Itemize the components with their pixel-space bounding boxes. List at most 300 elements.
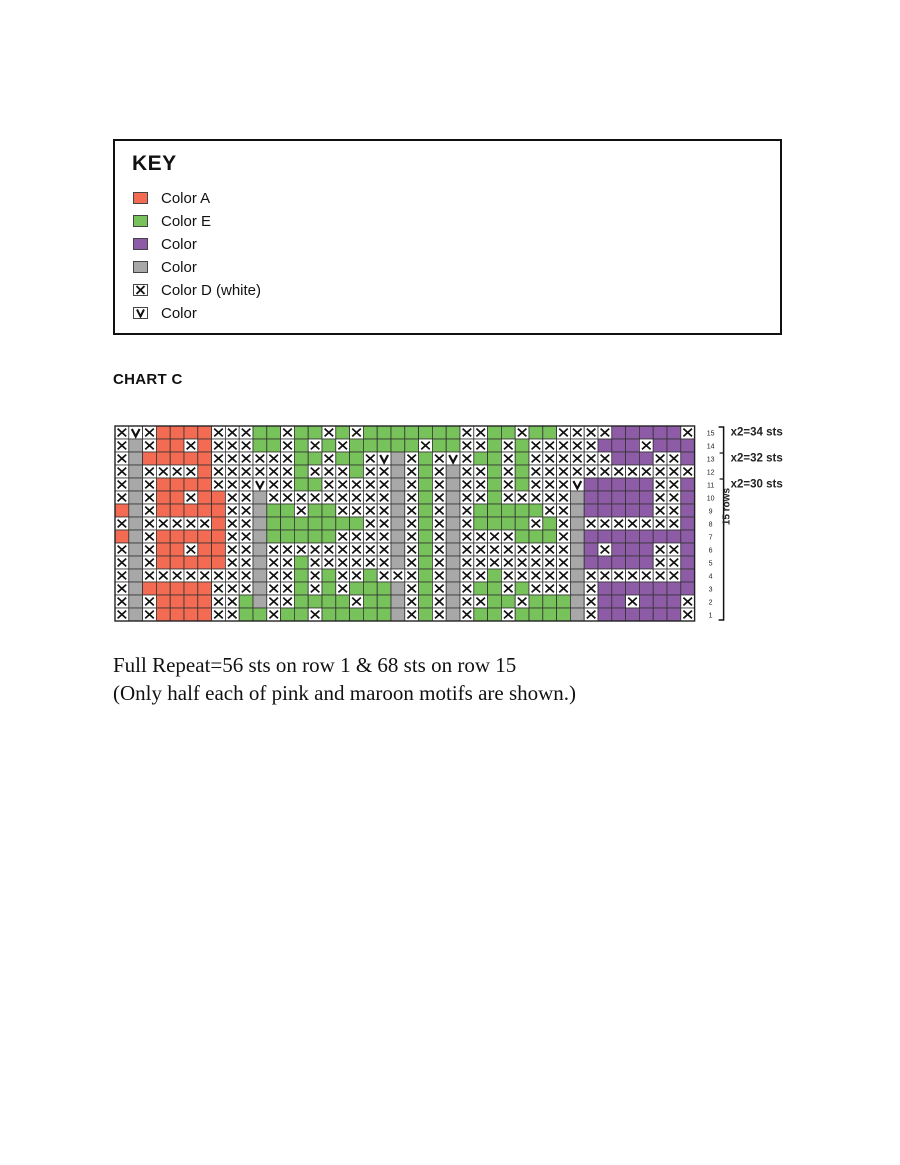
chart-cell <box>501 426 515 439</box>
chart-cell <box>446 465 460 478</box>
row-number: 10 <box>706 495 715 503</box>
chart-cell <box>377 426 391 439</box>
chart-cell <box>336 595 350 608</box>
chart-cell <box>639 556 653 569</box>
chart-cell <box>294 426 308 439</box>
chart-cell <box>626 491 640 504</box>
chart-cell <box>308 595 322 608</box>
chart-cell <box>419 491 433 504</box>
chart-cell <box>639 426 653 439</box>
chart-cell <box>584 491 598 504</box>
chart-cell <box>488 426 502 439</box>
chart-cell <box>488 569 502 582</box>
chart-cell <box>377 595 391 608</box>
chart-cell <box>598 582 612 595</box>
chart-cell <box>322 517 336 530</box>
chart-cell <box>626 582 640 595</box>
chart-cell <box>336 517 350 530</box>
chart-cell <box>156 478 170 491</box>
chart-cell <box>267 517 281 530</box>
chart-cell <box>653 426 667 439</box>
chart-cell <box>681 491 695 504</box>
chart-cell <box>681 530 695 543</box>
chart-cell <box>584 556 598 569</box>
chart-cell <box>322 608 336 621</box>
chart-cell <box>501 595 515 608</box>
chart-cell <box>391 465 405 478</box>
chart-cell <box>639 452 653 465</box>
chart-cell <box>184 426 198 439</box>
chart-cell <box>681 478 695 491</box>
chart-cell <box>598 491 612 504</box>
chart-cell <box>446 595 460 608</box>
chart-cell <box>626 452 640 465</box>
chart-cell <box>170 439 184 452</box>
chart-cell <box>584 543 598 556</box>
chart-cell <box>570 556 584 569</box>
chart-cell <box>529 530 543 543</box>
key-item-label: Color A <box>161 189 211 207</box>
chart-cell <box>322 569 336 582</box>
chart-cell <box>253 608 267 621</box>
chart-cell <box>198 426 212 439</box>
chart-cell <box>681 543 695 556</box>
chart-cell <box>598 530 612 543</box>
chart-cell <box>570 530 584 543</box>
chart-cell <box>667 595 681 608</box>
chart-cell <box>446 569 460 582</box>
chart-cell <box>681 517 695 530</box>
row-number: 8 <box>708 521 713 529</box>
chart-cell <box>212 556 226 569</box>
chart-cell <box>570 608 584 621</box>
chart-cell <box>612 478 626 491</box>
chart-cell <box>308 530 322 543</box>
chart-cell <box>570 491 584 504</box>
chart-cell <box>198 543 212 556</box>
chart-cell <box>156 543 170 556</box>
chart-cell <box>391 439 405 452</box>
row-number: 6 <box>708 547 713 555</box>
color-swatch <box>133 215 148 227</box>
chart-cell <box>639 543 653 556</box>
chart-cell <box>294 556 308 569</box>
chart-cell <box>639 530 653 543</box>
chart-cell <box>267 426 281 439</box>
chart-cell <box>488 608 502 621</box>
chart-cell <box>681 569 695 582</box>
chart-cell <box>488 582 502 595</box>
chart-cell <box>488 517 502 530</box>
chart-cell <box>294 439 308 452</box>
chart-cell <box>391 504 405 517</box>
chart-cell <box>419 556 433 569</box>
chart-cell <box>322 439 336 452</box>
chart-cell <box>294 608 308 621</box>
key-item-label: Color <box>161 304 197 322</box>
row-number: 4 <box>708 573 713 581</box>
chart-cell <box>129 478 143 491</box>
chart-cell <box>501 504 515 517</box>
chart-cell <box>543 517 557 530</box>
chart-cell <box>488 595 502 608</box>
chart-cell <box>350 452 364 465</box>
chart-cell <box>405 439 419 452</box>
chart-cell <box>391 556 405 569</box>
chart-cell <box>156 491 170 504</box>
chart-cell <box>198 582 212 595</box>
chart-cell <box>639 582 653 595</box>
chart-cell <box>446 478 460 491</box>
chart-cell <box>170 478 184 491</box>
rows-label: 15 rows <box>721 487 733 526</box>
key-item <box>133 257 197 277</box>
chart-cell <box>612 504 626 517</box>
row-number: 9 <box>708 508 713 516</box>
chart-cell <box>143 582 157 595</box>
chart-cell <box>612 543 626 556</box>
chart-cell <box>667 439 681 452</box>
chart-cell <box>156 452 170 465</box>
v-symbol-icon <box>133 307 148 319</box>
chart-cell <box>653 595 667 608</box>
chart-cell <box>129 595 143 608</box>
chart-cell <box>184 530 198 543</box>
chart-cell <box>612 582 626 595</box>
chart-cell <box>253 491 267 504</box>
chart-cell <box>653 608 667 621</box>
chart-cell <box>308 452 322 465</box>
chart-cell <box>557 595 571 608</box>
chart-cell <box>170 556 184 569</box>
row-number: 7 <box>708 534 713 542</box>
chart-cell <box>198 478 212 491</box>
chart-cell <box>419 478 433 491</box>
row-number: 5 <box>708 560 713 568</box>
key-item <box>133 188 210 208</box>
chart-cell <box>198 465 212 478</box>
chart-cell <box>446 439 460 452</box>
chart-cell <box>198 530 212 543</box>
chart-cell <box>598 439 612 452</box>
chart-cell <box>294 517 308 530</box>
chart-cell <box>350 582 364 595</box>
chart-cell <box>626 439 640 452</box>
chart-cell <box>198 504 212 517</box>
key-item <box>133 211 211 231</box>
chart-cell <box>253 426 267 439</box>
chart-cell <box>612 439 626 452</box>
chart-cell <box>253 556 267 569</box>
key-item <box>133 234 197 254</box>
chart-cell <box>405 426 419 439</box>
chart-cell <box>198 595 212 608</box>
chart-cell <box>419 582 433 595</box>
chart-cell <box>170 504 184 517</box>
chart-cell <box>639 608 653 621</box>
chart-cell <box>446 530 460 543</box>
chart-cell <box>308 517 322 530</box>
chart-cell <box>212 530 226 543</box>
chart-cell <box>419 452 433 465</box>
chart-cell <box>267 504 281 517</box>
chart-cell <box>543 595 557 608</box>
row-number: 1 <box>708 612 713 620</box>
chart-cell <box>529 595 543 608</box>
chart-cell <box>267 439 281 452</box>
chart-cell <box>156 608 170 621</box>
chart-cell <box>639 491 653 504</box>
chart-cell <box>419 543 433 556</box>
key-item-label: Color <box>161 258 197 276</box>
chart-cell <box>391 426 405 439</box>
chart-cell <box>184 608 198 621</box>
chart-cell <box>667 530 681 543</box>
chart-cell <box>308 504 322 517</box>
stitch-note: x2=30 sts <box>730 478 783 491</box>
chart-cell <box>391 517 405 530</box>
chart-cell <box>363 569 377 582</box>
chart-cell <box>598 504 612 517</box>
chart-cell <box>156 595 170 608</box>
chart-cell <box>363 582 377 595</box>
chart-cell <box>336 426 350 439</box>
chart-cell <box>212 543 226 556</box>
chart-cell <box>129 569 143 582</box>
chart-cell <box>156 439 170 452</box>
chart-cell <box>377 439 391 452</box>
chart-cell <box>267 530 281 543</box>
chart-cell <box>543 530 557 543</box>
chart-cell <box>129 608 143 621</box>
chart-cell <box>253 543 267 556</box>
key-item-label: Color <box>161 235 197 253</box>
chart-cell <box>391 478 405 491</box>
chart-cell <box>474 504 488 517</box>
color-swatch <box>133 261 148 273</box>
chart-cell <box>667 608 681 621</box>
chart-cell <box>170 543 184 556</box>
motif-note: (Only half each of pink and maroon motifs are shown.) <box>113 681 577 705</box>
chart-cell <box>639 595 653 608</box>
chart-cell <box>419 608 433 621</box>
chart-cell <box>212 504 226 517</box>
chart-cell <box>253 530 267 543</box>
chart-cell <box>446 556 460 569</box>
chart-cell <box>584 530 598 543</box>
chart-cell <box>570 504 584 517</box>
chart-cell <box>543 426 557 439</box>
chart-cell <box>570 569 584 582</box>
chart-cell <box>612 426 626 439</box>
chart-cell <box>570 582 584 595</box>
row-number: 15 <box>706 430 715 438</box>
chart-cell <box>363 595 377 608</box>
chart-cell <box>515 608 529 621</box>
chart-cell <box>129 491 143 504</box>
chart-cell <box>212 491 226 504</box>
chart-cell <box>170 491 184 504</box>
chart-cell <box>515 439 529 452</box>
chart-cell <box>198 608 212 621</box>
chart-cell <box>170 582 184 595</box>
chart-cell <box>129 465 143 478</box>
chart-cell <box>322 530 336 543</box>
chart-cell <box>129 517 143 530</box>
chart-cell <box>557 608 571 621</box>
chart-cell <box>612 491 626 504</box>
chart-cell <box>156 582 170 595</box>
chart-cell <box>281 608 295 621</box>
chart-cell <box>681 439 695 452</box>
chart-cell <box>129 530 143 543</box>
chart-cell <box>253 595 267 608</box>
chart-cell <box>515 478 529 491</box>
chart-cell <box>626 478 640 491</box>
chart-cell <box>294 569 308 582</box>
chart-cell <box>170 608 184 621</box>
chart-cell <box>184 478 198 491</box>
chart-cell <box>515 530 529 543</box>
chart-cell <box>350 608 364 621</box>
chart-cell <box>474 608 488 621</box>
chart-cell <box>391 582 405 595</box>
chart-cell <box>501 517 515 530</box>
chart-cell <box>281 530 295 543</box>
chart-cell <box>363 426 377 439</box>
row-number: 2 <box>708 599 713 607</box>
chart-cell <box>322 504 336 517</box>
chart-cell <box>667 426 681 439</box>
stitch-note: x2=32 sts <box>730 452 783 465</box>
chart-cell <box>391 452 405 465</box>
chart-cell <box>612 452 626 465</box>
chart-cell <box>681 504 695 517</box>
chart-cell <box>129 582 143 595</box>
chart-cell <box>612 608 626 621</box>
chart-cell <box>198 452 212 465</box>
chart-cell <box>419 426 433 439</box>
chart-cell <box>653 439 667 452</box>
chart-cell <box>170 595 184 608</box>
chart-cell <box>488 439 502 452</box>
chart-cell <box>432 439 446 452</box>
chart-cell <box>253 517 267 530</box>
repeat-note: Full Repeat=56 sts on row 1 & 68 sts on row 15 <box>113 653 517 677</box>
chart-cell <box>184 452 198 465</box>
chart-cell <box>419 569 433 582</box>
chart-cell <box>156 530 170 543</box>
chart-cell <box>129 439 143 452</box>
chart-cell <box>653 582 667 595</box>
chart-cell <box>281 504 295 517</box>
chart-cell <box>239 608 253 621</box>
chart-cell <box>543 608 557 621</box>
key-item-label: Color D (white) <box>161 281 262 299</box>
chart-cell <box>170 452 184 465</box>
chart-cell <box>626 608 640 621</box>
chart-cell <box>170 530 184 543</box>
chart-cell <box>198 491 212 504</box>
chart-cell <box>474 517 488 530</box>
chart-cell <box>515 465 529 478</box>
chart-cell <box>391 595 405 608</box>
chart-cell <box>598 595 612 608</box>
chart-cell <box>488 452 502 465</box>
x-symbol-icon <box>133 284 148 296</box>
chart-cell <box>570 595 584 608</box>
key-title: KEY <box>132 152 177 175</box>
chart-cell <box>322 595 336 608</box>
chart-cell <box>350 439 364 452</box>
chart-cell <box>474 582 488 595</box>
chart-cell <box>115 504 129 517</box>
chart-cell <box>681 452 695 465</box>
chart-cell <box>570 517 584 530</box>
knitting-chart <box>108 418 798 630</box>
key-item <box>133 280 261 300</box>
chart-cell <box>488 491 502 504</box>
row-number: 3 <box>708 586 713 594</box>
chart-cell <box>184 556 198 569</box>
chart-cell <box>391 491 405 504</box>
chart-cell <box>308 478 322 491</box>
chart-cell <box>253 439 267 452</box>
chart-cell <box>432 426 446 439</box>
chart-cell <box>584 478 598 491</box>
row-number: 11 <box>706 482 715 490</box>
chart-cell <box>446 582 460 595</box>
chart-cell <box>129 556 143 569</box>
chart-cell <box>212 517 226 530</box>
chart-cell <box>515 452 529 465</box>
chart-cell <box>391 543 405 556</box>
row-number: 14 <box>706 443 715 451</box>
chart-cell <box>529 608 543 621</box>
chart-cell <box>626 556 640 569</box>
chart-cell <box>419 504 433 517</box>
chart-cell <box>129 504 143 517</box>
chart-cell <box>515 517 529 530</box>
chart-cell <box>294 582 308 595</box>
chart-cell <box>170 426 184 439</box>
chart-cell <box>515 582 529 595</box>
chart-cell <box>598 556 612 569</box>
chart-cell <box>681 556 695 569</box>
chart-cell <box>488 465 502 478</box>
chart-cell <box>529 504 543 517</box>
chart-cell <box>129 543 143 556</box>
chart-cell <box>253 582 267 595</box>
chart-cell <box>377 582 391 595</box>
chart-cell <box>198 439 212 452</box>
chart-cell <box>419 465 433 478</box>
chart-cell <box>363 608 377 621</box>
chart-cell <box>184 504 198 517</box>
chart-cell <box>446 504 460 517</box>
chart-cell <box>529 426 543 439</box>
chart-cell <box>446 426 460 439</box>
chart-cell <box>419 595 433 608</box>
row-number: 13 <box>706 456 715 464</box>
color-swatch <box>133 192 148 204</box>
chart-cell <box>612 530 626 543</box>
chart-cell <box>446 491 460 504</box>
chart-cell <box>253 504 267 517</box>
chart-cell <box>598 608 612 621</box>
chart-cell <box>419 530 433 543</box>
chart-cell <box>391 608 405 621</box>
